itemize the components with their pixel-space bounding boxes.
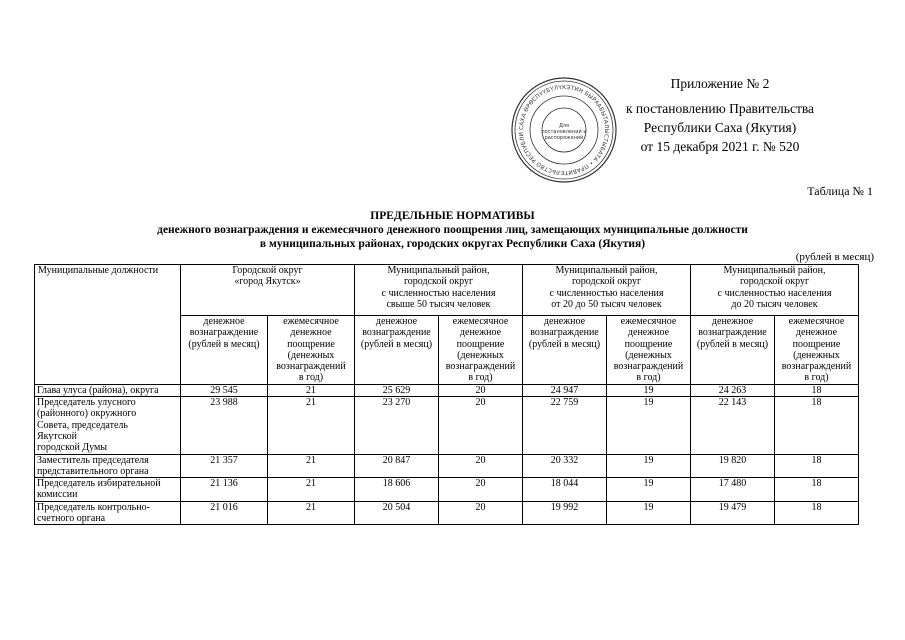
reward-value: 23 270 — [355, 397, 439, 454]
subheader-reward: денежное вознаграждение (рублей в месяц) — [355, 316, 439, 385]
appendix-header — [610, 74, 830, 156]
appendix-line: Приложение № 2 — [670, 76, 770, 91]
column-header-positions: Муниципальные должности — [35, 265, 181, 385]
table-row — [35, 478, 859, 502]
bonus-value: 19 — [607, 501, 691, 525]
reward-value: 24 263 — [691, 384, 775, 396]
reward-value: 23 988 — [181, 397, 268, 454]
bonus-value: 19 — [607, 397, 691, 454]
bonus-value: 18 — [775, 397, 859, 454]
position-name: Председатель улусного (районного) окружного Совета, председатель Якутской городской Думы — [35, 397, 181, 454]
reward-value: 29 545 — [181, 384, 268, 396]
reward-value: 20 504 — [355, 501, 439, 525]
reward-value: 22 759 — [523, 397, 607, 454]
table-row — [35, 454, 859, 478]
svg-text:Для: Для — [558, 123, 570, 129]
bonus-value: 21 — [268, 384, 355, 396]
bonus-value: 20 — [439, 454, 523, 478]
bonus-value: 18 — [775, 478, 859, 502]
bonus-value: 20 — [439, 501, 523, 525]
subheader-bonus: ежемесячное денежное поощрение (денежных вознаграждений в год) — [607, 316, 691, 385]
bonus-value: 21 — [268, 501, 355, 525]
bonus-value: 19 — [607, 478, 691, 502]
reward-value: 21 016 — [181, 501, 268, 525]
column-group-header: Муниципальный район, городской округ с численностью населения до 20 тысяч человек — [691, 265, 859, 316]
reward-value: 18 606 — [355, 478, 439, 502]
bonus-value: 18 — [775, 501, 859, 525]
svg-text:распоряжений: распоряжений — [544, 135, 584, 141]
seal-icon — [510, 76, 618, 184]
bonus-value: 19 — [607, 384, 691, 396]
reward-value: 24 947 — [523, 384, 607, 396]
position-name: Председатель избирательной комиссии — [35, 478, 181, 502]
bonus-value: 18 — [775, 384, 859, 396]
subheader-reward: денежное вознаграждение (рублей в месяц) — [691, 316, 775, 385]
svg-text:САХА ӨРӨСПҮҮБҮЛҮКЭТИН БЫРААБЫТ: САХА ӨРӨСПҮҮБҮЛҮКЭТИН БЫРААБЫТАЛЫСТЫБАТА • ПРАВИТЕЛЬСТВО РЕСПУБЛИ — [518, 84, 610, 176]
bonus-value: 21 — [268, 478, 355, 502]
units-note: (рублей в месяц) — [795, 251, 874, 263]
appendix-line: Республики Саха (Якутия) — [643, 120, 797, 135]
table-body — [35, 384, 859, 525]
reward-value: 22 143 — [691, 397, 775, 454]
reward-value: 21 357 — [181, 454, 268, 478]
reward-value: 19 820 — [691, 454, 775, 478]
table-row — [35, 384, 859, 396]
document-title: ПРЕДЕЛЬНЫЕ НОРМАТИВЫ — [370, 210, 535, 222]
reward-value: 19 479 — [691, 501, 775, 525]
document-subtitle: денежного вознаграждения и ежемесячного денежного поощрения лиц, замещающих муниципальные должности — [157, 224, 748, 236]
bonus-value: 19 — [607, 454, 691, 478]
column-group-header: Муниципальный район, городской округ с численностью населения свыше 50 тысяч человек — [355, 265, 523, 316]
appendix-line: к постановлению Правительства — [625, 101, 815, 116]
table-row — [35, 501, 859, 525]
norms-table — [34, 264, 859, 525]
table-number: Таблица № 1 — [807, 184, 873, 198]
reward-value: 18 044 — [523, 478, 607, 502]
reward-value: 25 629 — [355, 384, 439, 396]
bonus-value: 20 — [439, 384, 523, 396]
appendix-line: от 15 декабря 2021 г. № 520 — [640, 139, 800, 154]
reward-value: 19 992 — [523, 501, 607, 525]
document-subtitle: в муниципальных районах, городских округах Республики Саха (Якутия) — [259, 238, 646, 250]
reward-value: 17 480 — [691, 478, 775, 502]
reward-value: 20 847 — [355, 454, 439, 478]
subheader-bonus: ежемесячное денежное поощрение (денежных вознаграждений в год) — [775, 316, 859, 385]
svg-text:постановлений и: постановлений и — [541, 129, 587, 135]
subheader-bonus: ежемесячное денежное поощрение (денежных вознаграждений в год) — [268, 316, 355, 385]
subheader-bonus: ежемесячное денежное поощрение (денежных вознаграждений в год) — [439, 316, 523, 385]
column-group-header: Городской округ «город Якутск» — [181, 265, 355, 316]
reward-value: 20 332 — [523, 454, 607, 478]
position-name: Заместитель председателя представительного органа — [35, 454, 181, 478]
table-header-row — [35, 265, 859, 316]
subheader-reward: денежное вознаграждение (рублей в месяц) — [523, 316, 607, 385]
bonus-value: 20 — [439, 397, 523, 454]
official-seal — [510, 76, 618, 184]
bonus-value: 20 — [439, 478, 523, 502]
table-row — [35, 397, 859, 454]
bonus-value: 18 — [775, 454, 859, 478]
bonus-value: 21 — [268, 454, 355, 478]
column-group-header: Муниципальный район, городской округ с численностью населения от 20 до 50 тысяч человек — [523, 265, 691, 316]
bonus-value: 21 — [268, 397, 355, 454]
reward-value: 21 136 — [181, 478, 268, 502]
position-name: Председатель контрольно- счетного органа — [35, 501, 181, 525]
position-name: Глава улуса (района), округа — [35, 384, 181, 396]
subheader-reward: денежное вознаграждение (рублей в месяц) — [181, 316, 268, 385]
